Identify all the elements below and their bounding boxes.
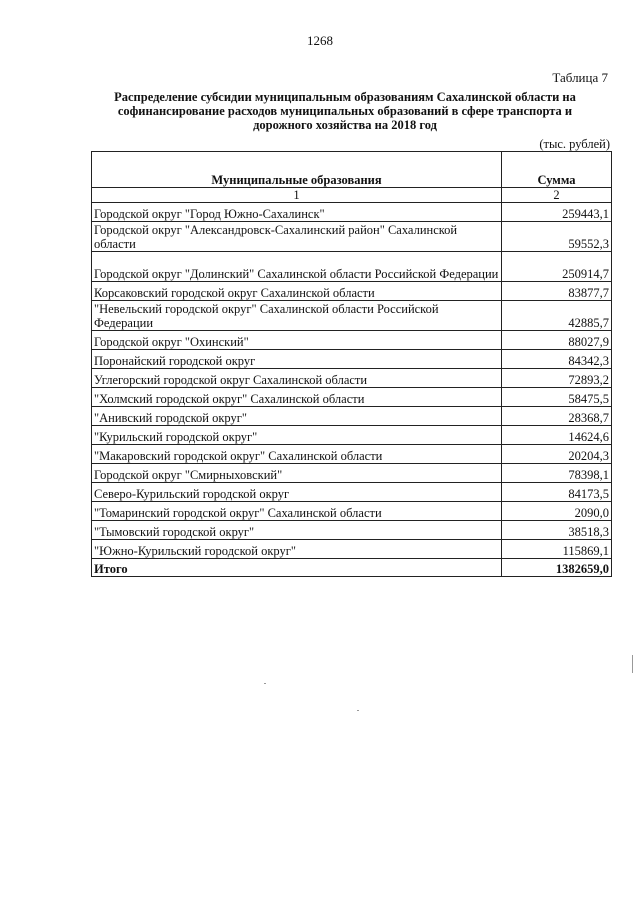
- municipality-name: "Томаринский городской округ" Сахалинской области: [92, 502, 502, 521]
- municipality-name: "Холмский городской округ" Сахалинской области: [92, 388, 502, 407]
- municipality-name: Городской округ "Смирныховский": [92, 464, 502, 483]
- municipality-name: Северо-Курильский городской округ: [92, 483, 502, 502]
- table-row: [92, 445, 612, 464]
- municipality-name: Городской округ "Город Южно-Сахалинск": [92, 203, 502, 222]
- table-row: [92, 464, 612, 483]
- amount-value: 88027,9: [502, 331, 612, 350]
- table-row: [92, 350, 612, 369]
- amount-value: 84342,3: [502, 350, 612, 369]
- table-label: Таблица 7: [552, 70, 608, 85]
- column-number-2: 2: [502, 188, 612, 203]
- table-row: [92, 369, 612, 388]
- total-label: Итого: [92, 559, 502, 577]
- municipality-name: "Южно-Курильский городской округ": [92, 540, 502, 559]
- municipality-name: "Макаровский городской округ" Сахалинской области: [92, 445, 502, 464]
- table-row: [92, 502, 612, 521]
- subsidy-table: [91, 151, 612, 577]
- table-row: [92, 426, 612, 445]
- header-amount: Сумма: [502, 152, 612, 188]
- table-row: [92, 282, 612, 301]
- table-row: [92, 331, 612, 350]
- table-row: [92, 540, 612, 559]
- table-row: [92, 203, 612, 222]
- units-label: (тыс. рублей): [539, 137, 610, 151]
- municipality-name: "Анивский городской округ": [92, 407, 502, 426]
- scan-mark: [632, 655, 633, 673]
- amount-value: 84173,5: [502, 483, 612, 502]
- municipality-name: Городской округ "Охинский": [92, 331, 502, 350]
- column-number-row: [92, 188, 612, 203]
- amount-value: 42885,7: [502, 301, 612, 331]
- table-row: [92, 483, 612, 502]
- scan-mark: [264, 683, 266, 684]
- header-municipality: Муниципальные образования: [92, 152, 502, 188]
- document-title: Распределение субсидии муниципальным образованиям Сахалинской области на софинансирование расходов муниципальных образований в сфере транспорта и дорожного хозяйства на 2018 год: [114, 90, 576, 132]
- municipality-name: "Курильский городской округ": [92, 426, 502, 445]
- table-row: [92, 222, 612, 252]
- amount-value: 250914,7: [502, 252, 612, 282]
- table-header-row: [92, 152, 612, 188]
- municipality-name: Городской округ "Александровск-Сахалинский район" Сахалинской области: [92, 222, 502, 252]
- municipality-name: "Тымовский городской округ": [92, 521, 502, 540]
- table-row: [92, 301, 612, 331]
- amount-value: 14624,6: [502, 426, 612, 445]
- column-number-1: 1: [92, 188, 502, 203]
- table-row: [92, 388, 612, 407]
- amount-value: 115869,1: [502, 540, 612, 559]
- table-row: [92, 407, 612, 426]
- total-value: 1382659,0: [502, 559, 612, 577]
- table-row: [92, 252, 612, 282]
- municipality-name: Поронайский городской округ: [92, 350, 502, 369]
- scan-mark: [357, 710, 359, 711]
- amount-value: 20204,3: [502, 445, 612, 464]
- total-row: [92, 559, 612, 577]
- amount-value: 2090,0: [502, 502, 612, 521]
- amount-value: 28368,7: [502, 407, 612, 426]
- amount-value: 83877,7: [502, 282, 612, 301]
- amount-value: 58475,5: [502, 388, 612, 407]
- amount-value: 59552,3: [502, 222, 612, 252]
- municipality-name: Корсаковский городской округ Сахалинской области: [92, 282, 502, 301]
- amount-value: 72893,2: [502, 369, 612, 388]
- municipality-name: Углегорский городской округ Сахалинской области: [92, 369, 502, 388]
- municipality-name: "Невельский городской округ" Сахалинской области Российской Федерации: [92, 301, 502, 331]
- table-row: [92, 521, 612, 540]
- amount-value: 259443,1: [502, 203, 612, 222]
- page-number: 1268: [307, 33, 333, 48]
- amount-value: 38518,3: [502, 521, 612, 540]
- municipality-name: Городской округ "Долинский" Сахалинской области Российской Федерации: [92, 252, 502, 282]
- amount-value: 78398,1: [502, 464, 612, 483]
